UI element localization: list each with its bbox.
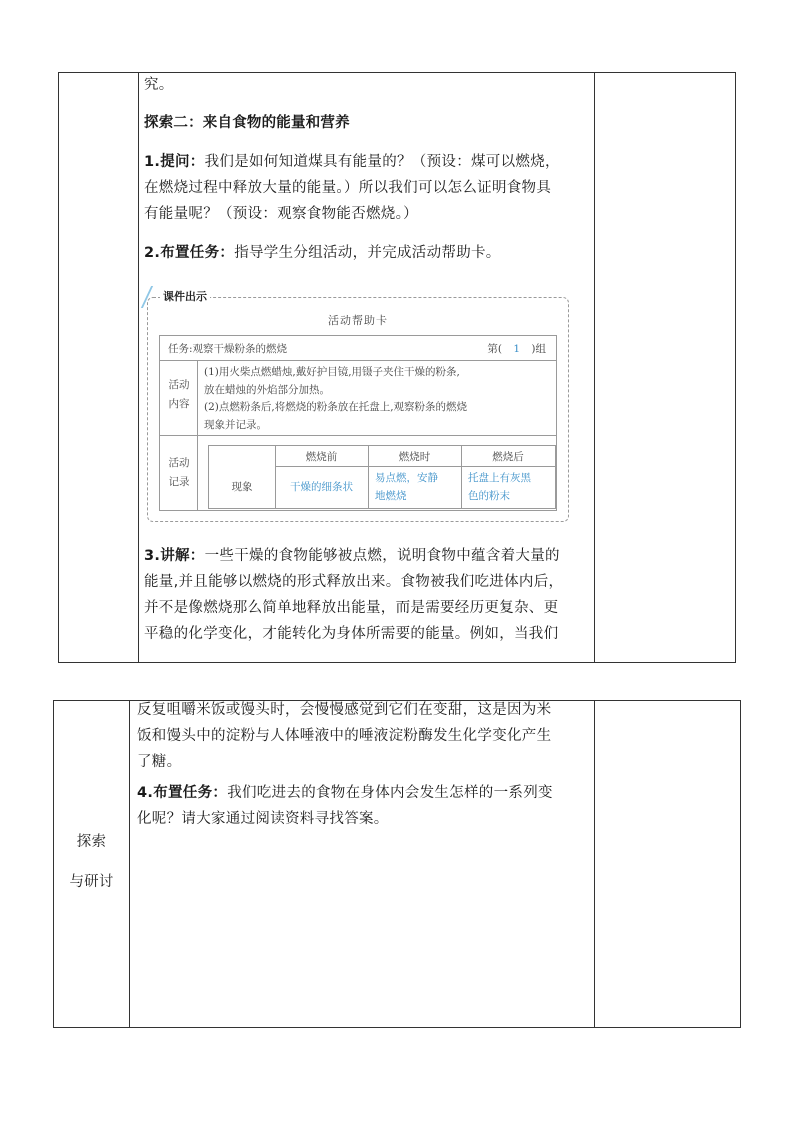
card-tab-label: 课件出示 xyxy=(160,289,210,305)
record-table xyxy=(208,445,556,509)
lead-fragment: 究。 xyxy=(144,77,174,93)
column-divider-left xyxy=(129,701,130,1027)
section-heading: 探索二：来自食物的能量和营养 xyxy=(144,115,350,131)
row-divider xyxy=(160,435,556,436)
label-column-divider xyxy=(197,360,198,510)
item-3-paragraph xyxy=(144,543,590,647)
item-4-label: 4.布置任务： xyxy=(137,785,228,801)
item-1-paragraph xyxy=(144,149,590,227)
record-label-2: 记录 xyxy=(168,476,190,488)
task-text: 观察干燥粉条的燃烧 xyxy=(192,343,288,355)
item-4-line-1: 我们吃进去的食物在身体内会发生怎样的一系列变 xyxy=(227,785,553,801)
continuation-line-1: 反复咀嚼米饭或馒头时，会慢慢感觉到它们在变甜，这是因为米 xyxy=(137,702,552,718)
row-divider xyxy=(160,360,556,361)
left-label-line-1: 探索 xyxy=(76,834,107,850)
content-label-2: 内容 xyxy=(168,398,190,410)
record-header-after: 燃烧后 xyxy=(492,451,524,463)
card-table xyxy=(159,335,557,511)
item-2-label: 2.布置任务： xyxy=(144,245,235,261)
task-row xyxy=(168,341,287,356)
record-before-value: 干燥的细条状 xyxy=(290,481,353,493)
content-line-2: 放在蜡烛的外焰部分加热。 xyxy=(204,383,330,396)
group-prefix: 第( xyxy=(487,343,503,355)
record-header-before: 燃烧前 xyxy=(305,451,338,463)
task-label: 任务: xyxy=(168,343,193,355)
content-line-4: 现象并记录。 xyxy=(204,418,267,431)
content-row-text xyxy=(204,364,554,434)
item-4-paragraph xyxy=(137,780,589,832)
content-label-1: 活动 xyxy=(168,379,190,391)
item-4-line-2: 化呢？请大家通过阅读资料寻找答案。 xyxy=(137,811,389,827)
card-title: 活动帮助卡 xyxy=(328,314,388,327)
group-number xyxy=(487,341,546,356)
group-value: 1 xyxy=(513,343,521,355)
content-line-1: (1)用火柴点燃蜡烛,戴好护目镜,用镊子夹住干燥的粉条, xyxy=(204,366,460,378)
item-1-line-2: 在燃烧过程中释放大量的能量。）所以我们可以怎么证明食物具 xyxy=(144,180,552,196)
item-3-label: 3.讲解： xyxy=(144,548,205,564)
item-1-line-1: 我们是如何知道煤具有能量的？（预设：煤可以燃烧， xyxy=(204,154,560,170)
record-after-value xyxy=(468,469,554,505)
record-row-label xyxy=(166,454,192,492)
record-during-value xyxy=(375,469,461,505)
column-divider-left xyxy=(138,73,139,662)
left-label-line-2: 与研讨 xyxy=(69,874,114,890)
item-2-paragraph xyxy=(144,240,590,266)
record-header-divider xyxy=(275,466,555,467)
content-line-3: (2)点燃粉条后,将燃烧的粉条放在托盘上,观察粉条的燃烧 xyxy=(204,401,468,413)
record-after-line-2: 色的粉末 xyxy=(468,490,510,502)
record-label-1: 活动 xyxy=(168,457,190,469)
group-suffix: )组 xyxy=(531,343,546,355)
record-row-label-phenomenon: 现象 xyxy=(231,481,253,493)
record-during-line-1: 易点燃，安静 xyxy=(375,472,438,484)
item-3-line-3: 并不是像燃烧那么简单地释放出能量，而是需要经历更复杂、更 xyxy=(144,600,559,616)
content-row-label xyxy=(166,376,192,414)
column-divider-right xyxy=(594,73,595,662)
record-during-line-2: 地燃烧 xyxy=(375,490,407,502)
item-1-label: 1.提问： xyxy=(144,154,205,170)
item-3-line-4: 平稳的化学变化，才能转化为身体所需要的能量。例如，当我们 xyxy=(144,626,559,642)
item-1-line-3: 有能量呢？（预设：观察食物能否燃烧。） xyxy=(144,206,418,222)
item-3-line-1: 一些干燥的食物能够被点燃，说明食物中蕴含着大量的 xyxy=(204,548,560,564)
item-3-line-2: 能量,并且能够以燃烧的形式释放出来。食物被我们吃进体内后， xyxy=(144,574,564,590)
continuation-line-2: 饭和馒头中的淀粉与人体唾液中的唾液淀粉酶发生化学变化产生 xyxy=(137,728,552,744)
left-column-label xyxy=(54,822,129,902)
item-2-text: 指导学生分组活动，并完成活动帮助卡。 xyxy=(234,245,501,261)
continuation-paragraph xyxy=(137,697,589,775)
continuation-line-3: 了糖。 xyxy=(137,754,182,770)
column-divider-right xyxy=(594,701,595,1027)
record-after-line-1: 托盘上有灰黑 xyxy=(468,472,531,484)
record-header-during: 燃烧时 xyxy=(398,451,431,463)
activity-help-card xyxy=(147,290,569,522)
